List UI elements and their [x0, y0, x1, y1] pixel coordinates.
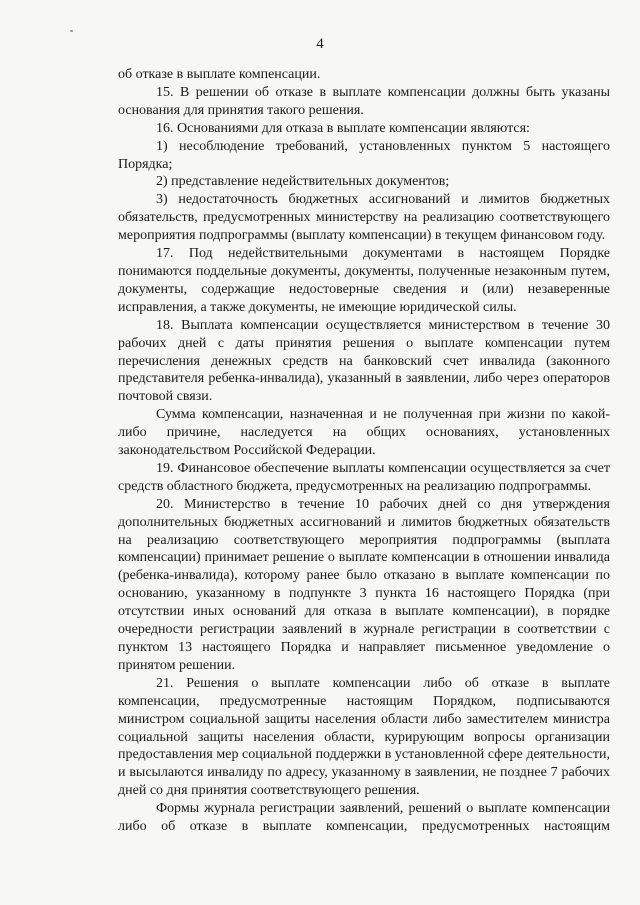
- paragraph: 2) представление недействительных документов;: [156, 174, 450, 190]
- page-number: 4: [316, 36, 324, 52]
- paragraph: 1) несоблюдение требований, установленных пунктом 5 настоящего Порядка;: [118, 138, 610, 172]
- document-body: [118, 66, 610, 836]
- paragraph: 17. Под недействительными документами в настоящем Порядке понимаются поддельные документы, документы, полученные незаконным путем, документы, содержащие недостоверные сведения и (или) незаверенные исправления, а также документы, не имеющие юридической силы.: [118, 246, 610, 315]
- paragraph: 19. Финансовое обеспечение выплаты компенсации осуществляется за счет средств областного бюджета, предусмотренных на реализацию подпрограммы.: [118, 460, 610, 494]
- paragraph: 18. Выплата компенсации осуществляется министерством в течение 30 рабочих дней с даты принятия решения о выплате компенсации путем перечисления денежных средств на банковский счет инвалида (законного представителя ребенка-инвалида), указанный в заявлении, либо через операторов почтовой связи.: [118, 317, 610, 405]
- paragraph: 3) недостаточность бюджетных ассигнований и лимитов бюджетных обязательств, предусмотренных министерству на реализацию соответствующего мероприятия подпрограммы (выплату компенсации) в текущем финансовом году.: [118, 192, 610, 244]
- paragraph: 15. В решении об отказе в выплате компенсации должны быть указаны основания для принятия такого решения.: [118, 84, 610, 118]
- paragraph: Сумма компенсации, назначенная и не полученная при жизни по какой-либо причине, наследуется на общих основаниях, установленных законодательством Российской Федерации.: [118, 407, 610, 459]
- paragraph: об отказе в выплате компенсации.: [118, 67, 321, 82]
- paragraph: 16. Основаниями для отказа в выплате компенсации являются:: [156, 120, 530, 136]
- scan-speck: [70, 30, 73, 32]
- paragraph: Формы журнала регистрации заявлений, решений о выплате компенсации либо об отказе в выплате компенсации, предусмотренных настоящим: [118, 801, 610, 835]
- paragraph: 21. Решения о выплате компенсации либо об отказе в выплате компенсации, предусмотренные настоящим Порядком, подписываются министром социальной защиты населения области либо заместителем министра социальной защиты населения области, курирующим вопросы организации предоставления мер социальной поддержки в установленной сфере деятельности, и высылаются инвалиду по адресу, указанному в заявлении, не позднее 7 рабочих дней со дня принятия соответствующего решения.: [118, 675, 610, 799]
- paragraph: 20. Министерство в течение 10 рабочих дней со дня утверждения дополнительных бюджетных ассигнований и лимитов бюджетных обязательств на реализацию соответствующего мероприятия подпрограммы (выплата компенсации) принимает решение о выплате компенсации в отношении инвалида (ребенка-инвалида), которому ранее было отказано в выплате компенсации по основанию, указанному в подпункте 3 пункта 16 настоящего Порядка (при отсутствии иных оснований для отказа в выплате компенсации), в порядке очередности регистрации заявлений в журнале регистрации в соответствии с пунктом 13 настоящего Порядка и направляет письменное уведомление о принятом решении.: [118, 496, 610, 673]
